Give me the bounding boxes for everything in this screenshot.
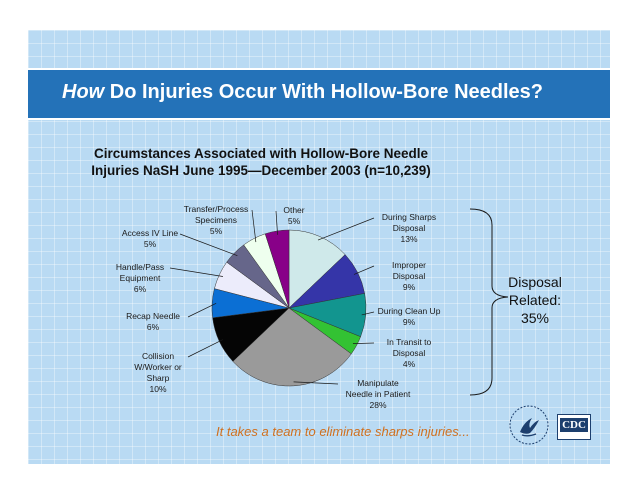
leader-line — [188, 340, 223, 357]
leader-line — [354, 266, 374, 274]
slice-label-recap-needle: Recap Needle 6% — [126, 311, 180, 332]
chart-title-line1: Circumstances Associated with Hollow-Bore Needle — [93, 146, 429, 161]
note-line1: Disposal — [508, 274, 562, 290]
disposal-related-note — [500, 273, 570, 327]
slice-label-during-sharps-disposal: During Sharps Disposal 13% — [381, 212, 437, 244]
slice-label-manipulate-needle-in-patient: Manipulate Needle in Patient 28% — [345, 378, 411, 410]
slice-label-improper-disposal: Improper Disposal 9% — [391, 260, 426, 292]
tagline: It takes a team to eliminate sharps injuries... — [216, 424, 470, 439]
title-emphasis: How — [62, 81, 105, 103]
title-rest: Do Injuries Occur With Hollow-Bore Needles? — [109, 81, 543, 103]
leader-line — [170, 268, 223, 276]
cdc-logo — [557, 414, 591, 440]
note-line2: Related: — [508, 292, 562, 308]
slice-label-handle-pass-equipment: Handle/Pass Equipment 6% — [115, 262, 165, 294]
leader-line — [180, 234, 237, 256]
leader-line — [318, 218, 374, 240]
cdc-logo-text: CDC — [560, 418, 588, 432]
slice-label-access-iv-line: Access IV Line 5% — [121, 228, 179, 249]
note-line3: 35% — [520, 310, 550, 326]
chart-title-line2: Injuries NaSH June 1995—December 2003 (n=10,239) — [91, 163, 431, 178]
slice-label-during-clean-up: During Clean Up 9% — [377, 306, 441, 327]
slice-label-transfer-process-specimens: Transfer/Process Specimens 5% — [183, 204, 249, 236]
slice-label-in-transit-to-disposal: In Transit to Disposal 4% — [386, 337, 432, 369]
leader-line — [252, 210, 256, 242]
slice-label-collision-w-worker-or-sharp: Collision W/Worker or Sharp 10% — [134, 351, 182, 394]
slice-label-other: Other 5% — [283, 205, 305, 226]
hhs-eagle-logo — [508, 404, 550, 446]
